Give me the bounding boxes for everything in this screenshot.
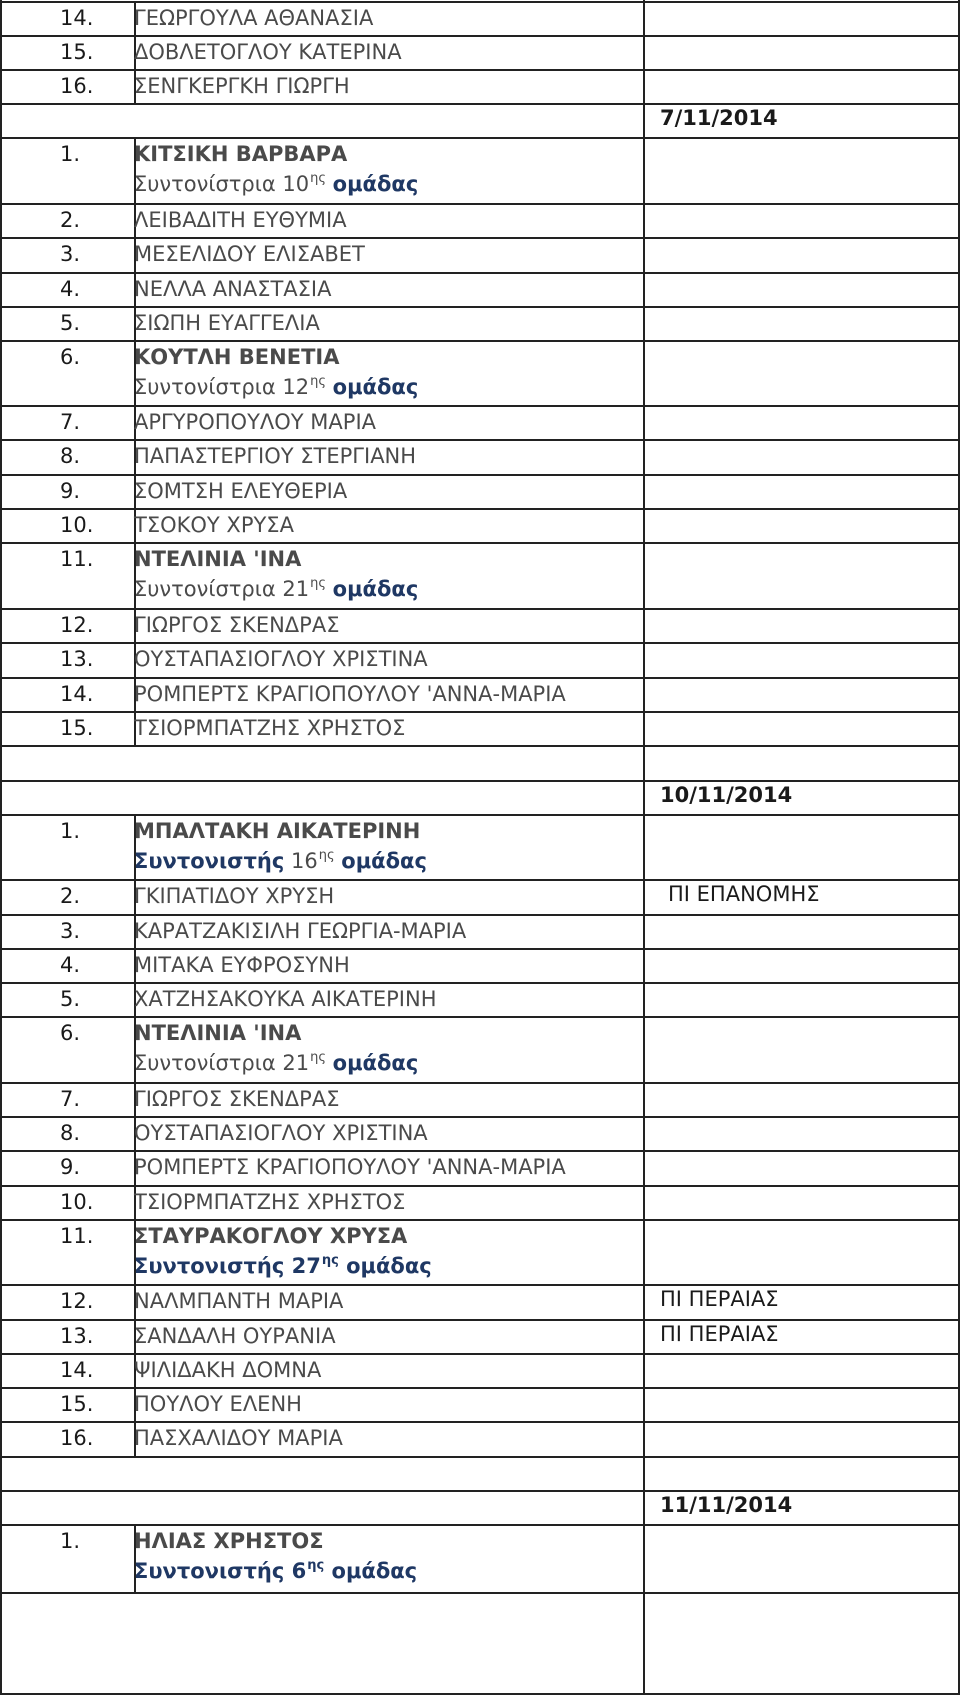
row-number: 15. [60,716,94,740]
ordinal-suffix: ης [310,374,326,389]
table-row [0,608,960,642]
participant-name: ΣΑΝΔΑΛΗ ΟΥΡΑΝΙΑ [134,1324,336,1348]
row-number: 10. [60,513,94,537]
table-row [0,306,960,340]
row-number: 12. [60,1289,94,1313]
row-number: 9. [60,479,81,503]
table-row [0,1219,960,1284]
table-row-blank [0,1490,960,1524]
coordinator-role [134,1050,418,1076]
participant-name: ΟΥΣΤΑΠΑΣΙΟΓΛΟΥ ΧΡΙΣΤΙΝΑ [134,647,428,671]
participant-name: ΚΑΡΑΤΖΑΚΙΣΙΛΗ ΓΕΩΡΓΙΑ-ΜΑΡΙΑ [134,919,467,943]
table-row [0,1319,960,1353]
participant-name: ΨΙΛΙΔΑΚΗ ΔΟΜΝΑ [134,1358,322,1382]
row-number: 11. [60,547,94,571]
coordinator-role [134,848,427,874]
participant-name: ΜΕΣΕΛΙΔΟΥ ΕΛΙΣΑΒΕΤ [134,242,365,266]
row-number: 10. [60,1190,94,1214]
school-label: ΠΙ ΕΠΑΝΟΜΗΣ [668,882,820,906]
participant-name: ΡΟΜΠΕΡΤΣ ΚΡΑΓΙΟΠΟΥΛΟΥ 'ΑΝΝΑ-ΜΑΡΙΑ [134,682,566,706]
participant-name: ΔΟΒΛΕΤΟΓΛΟΥ ΚΑΤΕΡΙΝΑ [134,40,402,64]
table-row [0,1387,960,1421]
table-row [0,1116,960,1150]
participant-name: ΓΚΙΠΑΤΙΔΟΥ ΧΡΥΣΗ [134,884,335,908]
coordinator-title: Συντονίστρια 21 [134,577,310,601]
row-number: 1. [60,142,81,166]
row-number: 1. [60,1529,81,1553]
participant-name: ΣΕΝΓΚΕΡΓΚΗ ΓΙΩΡΓΗ [134,74,350,98]
row-number: 4. [60,953,81,977]
row-number: 12. [60,613,94,637]
participant-name: ΗΛΙΑΣ ΧΡΗΣΤΟΣ [134,1529,324,1553]
row-number: 5. [60,311,81,335]
row-number: 13. [60,647,94,671]
ordinal-suffix: ης [307,1558,325,1573]
table-row-blank [0,103,960,137]
coordinator-role [134,171,418,197]
coordinator-title: Συντονιστής [134,849,285,873]
table-row [0,814,960,879]
group-word: ομάδας [331,1559,418,1583]
coordinator-title: Συντονιστής 27 [134,1254,321,1278]
row-border [0,1592,960,1594]
ordinal-suffix: ης [310,1050,326,1065]
table-row [0,677,960,711]
coordinator-title: Συντονίστρια 21 [134,1051,310,1075]
participant-name: ΓΙΩΡΓΟΣ ΣΚΕΝΔΡΑΣ [134,613,340,637]
table-row [0,35,960,69]
table-row [0,1353,960,1387]
row-number: 4. [60,277,81,301]
table-row [0,1284,960,1319]
participant-name: ΧΑΤΖΗΣΑΚΟΥΚΑ ΑΙΚΑΤΕΡΙΝΗ [134,987,437,1011]
table-row [0,1016,960,1082]
table-row [0,1524,960,1592]
ordinal-suffix: ης [310,171,326,186]
table-row [0,542,960,608]
table-row [0,879,960,914]
row-number: 15. [60,1392,94,1416]
table-row [0,1082,960,1116]
table-row [0,914,960,948]
table-row [0,439,960,474]
row-number: 2. [60,884,81,908]
row-number: 14. [60,1358,94,1382]
coordinator-title: Συντονίστρια 10 [134,172,310,196]
participant-name: ΤΣΙΟΡΜΠΑΤΖΗΣ ΧΡΗΣΤΟΣ [134,716,406,740]
table-row [0,982,960,1016]
participant-name: ΠΑΠΑΣΤΕΡΓΙΟΥ ΣΤΕΡΓΙΑΝΗ [134,444,417,468]
participant-name: ΣΙΩΠΗ ΕΥΑΓΓΕΛΙΑ [134,311,320,335]
school-label: ΠΙ ΠΕΡΑΙΑΣ [660,1322,779,1346]
table-row [0,508,960,542]
row-number: 2. [60,208,81,232]
session-date: 11/11/2014 [660,1493,793,1517]
participant-name: ΑΡΓΥΡΟΠΟΥΛΟΥ ΜΑΡΙΑ [134,410,377,434]
session-date: 10/11/2014 [660,783,793,807]
table-row [0,1185,960,1219]
ordinal-suffix: ης [310,576,326,591]
group-word: ομάδας [346,1254,432,1278]
row-number: 9. [60,1155,81,1179]
table-row [0,137,960,203]
group-word: ομάδας [341,849,427,873]
table-row [0,1,960,35]
participant-name: ΠΟΥΛΟΥ ΕΛΕΝΗ [134,1392,302,1416]
row-number: 13. [60,1324,94,1348]
ordinal-suffix: ης [321,1253,339,1268]
participant-name: ΣΤΑΥΡΑΚΟΓΛΟΥ ΧΡΥΣΑ [134,1224,408,1248]
group-word: ομάδας [332,172,419,196]
row-number: 6. [60,345,81,369]
coordinator-title: Συντονιστής 6 [134,1559,307,1583]
group-word: ομάδας [332,577,419,601]
table-row [0,711,960,745]
table-row [0,405,960,439]
row-number: 3. [60,919,81,943]
participant-name: ΠΑΣΧΑΛΙΔΟΥ ΜΑΡΙΑ [134,1426,343,1450]
row-number: 16. [60,1426,94,1450]
participant-name: ΝΤΕΛΙΝΙΑ 'ΙΝΑ [134,547,302,571]
session-date: 7/11/2014 [660,106,778,130]
table-row [0,69,960,103]
table-row [0,1421,960,1456]
table-row [0,1150,960,1185]
row-number: 3. [60,242,81,266]
participant-name: ΤΣΟΚΟΥ ΧΡΥΣΑ [134,513,294,537]
row-number: 1. [60,819,81,843]
table-row-blank [0,1456,960,1490]
row-number: 11. [60,1224,94,1248]
row-number: 7. [60,1087,81,1111]
table-row [0,340,960,405]
participant-name: ΓΕΩΡΓΟΥΛΑ ΑΘΑΝΑΣΙΑ [134,6,374,30]
group-word: ομάδας [332,375,419,399]
school-label: ΠΙ ΠΕΡΑΙΑΣ [660,1287,779,1311]
participant-name: ΛΕΙΒΑΔΙΤΗ ΕΥΘΥΜΙΑ [134,208,347,232]
participant-name: ΜΙΤΑΚΑ ΕΥΦΡΟΣΥΝΗ [134,953,350,977]
row-number: 6. [60,1021,81,1045]
row-number: 8. [60,1121,81,1145]
participant-name: ΚΙΤΣΙΚΗ ΒΑΡΒΑΡΑ [134,142,348,166]
table-row [0,474,960,508]
table-row [0,948,960,982]
row-number: 14. [60,682,94,706]
ordinal-suffix: ης [318,848,335,863]
participant-name: ΜΠΑΛΤΑΚΗ ΑΙΚΑΤΕΡΙΝΗ [134,819,421,843]
coordinator-role [134,1253,432,1279]
coordinator-role [134,576,418,602]
table-row [0,272,960,306]
row-number: 8. [60,444,81,468]
participant-name: ΤΣΙΟΡΜΠΑΤΖΗΣ ΧΡΗΣΤΟΣ [134,1190,406,1214]
table-row [0,642,960,677]
row-number: 5. [60,987,81,1011]
row-number: 16. [60,74,94,98]
table-row [0,203,960,237]
participant-name: ΣΟΜΤΣΗ ΕΛΕΥΘΕΡΙΑ [134,479,348,503]
group-number: 16 [284,849,318,873]
row-number: 14. [60,6,94,30]
group-word: ομάδας [332,1051,419,1075]
participant-name: ΝΑΛΜΠΑΝΤΗ ΜΑΡΙΑ [134,1289,344,1313]
participant-name: ΝΤΕΛΙΝΙΑ 'ΙΝΑ [134,1021,302,1045]
coordinator-role [134,374,418,400]
participant-name: ΓΙΩΡΓΟΣ ΣΚΕΝΔΡΑΣ [134,1087,340,1111]
table-row-blank [0,745,960,780]
coordinator-title: Συντονίστρια 12 [134,375,310,399]
table-row-blank [0,780,960,814]
participant-name: ΡΟΜΠΕΡΤΣ ΚΡΑΓΙΟΠΟΥΛΟΥ 'ΑΝΝΑ-ΜΑΡΙΑ [134,1155,566,1179]
coordinator-role [134,1558,417,1584]
row-number: 15. [60,40,94,64]
row-number: 7. [60,410,81,434]
table-row [0,237,960,272]
participant-name: ΝΕΛΛΑ ΑΝΑΣΤΑΣΙΑ [134,277,332,301]
participant-name: ΟΥΣΤΑΠΑΣΙΟΓΛΟΥ ΧΡΙΣΤΙΝΑ [134,1121,428,1145]
participant-name: ΚΟΥΤΛΗ ΒΕΝΕΤΙΑ [134,345,340,369]
